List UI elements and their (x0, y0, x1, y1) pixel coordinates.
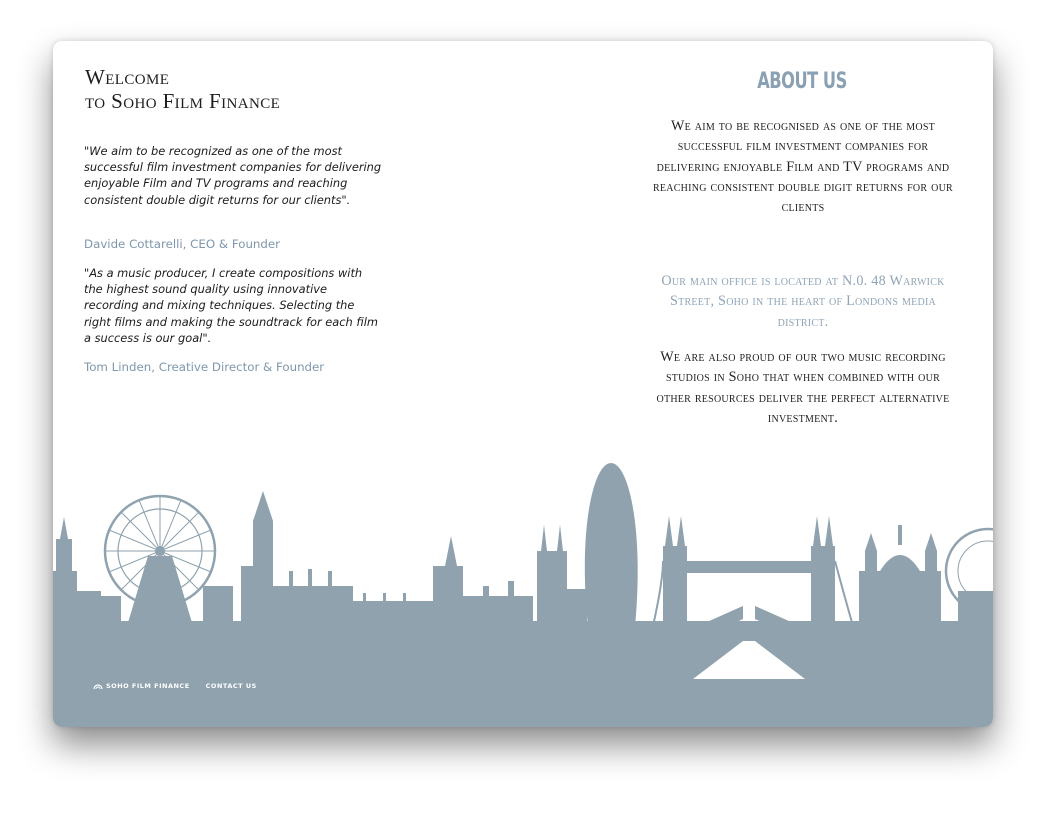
rainbow-logo-icon (93, 683, 103, 689)
footer-home-label: SOHO FILM FINANCE (106, 682, 190, 690)
browser-window (53, 41, 993, 727)
about-paragraph-office: Our main office is located at N.0. 48 Warwick Street, Soho in the heart of Londons media district. (661, 273, 945, 330)
director-quote: "As a music producer, I create compositions with the highest sound quality using innovative recording and mixing techniques. Selecting the right films and making the soundtrack for each film a success is our goal". (84, 266, 379, 345)
about-paragraph-studios: We are also proud of our two music recording studios in Soho that when combined with our other resources deliver the perfect alternative investment. (656, 349, 950, 426)
ceo-quote: "We aim to be recognized as one of the most successful film investment companies for delivering enjoyable Film and TV programs and reaching consistent double digit returns for our clients". (84, 144, 382, 207)
footer-contact-link[interactable] (206, 682, 257, 690)
ceo-attribution: Davide Cottarelli, CEO & Founder (84, 237, 280, 251)
welcome-title-line-2: to Soho Film Finance (85, 89, 281, 113)
about-us-heading: ABOUT US (757, 69, 847, 94)
welcome-title (85, 65, 280, 113)
about-paragraph-mission: We aim to be recognised as one of the most successful film investment companies for delivering enjoyable Film and TV programs and reaching consistent double digit returns for our clients (653, 118, 953, 216)
welcome-title-line-1: Welcome (85, 65, 170, 89)
footer-navigation (93, 682, 257, 690)
footer-home-link[interactable] (93, 682, 190, 690)
footer-contact-label: CONTACT US (205, 682, 257, 690)
director-attribution: Tom Linden, Creative Director & Founder (84, 360, 325, 374)
